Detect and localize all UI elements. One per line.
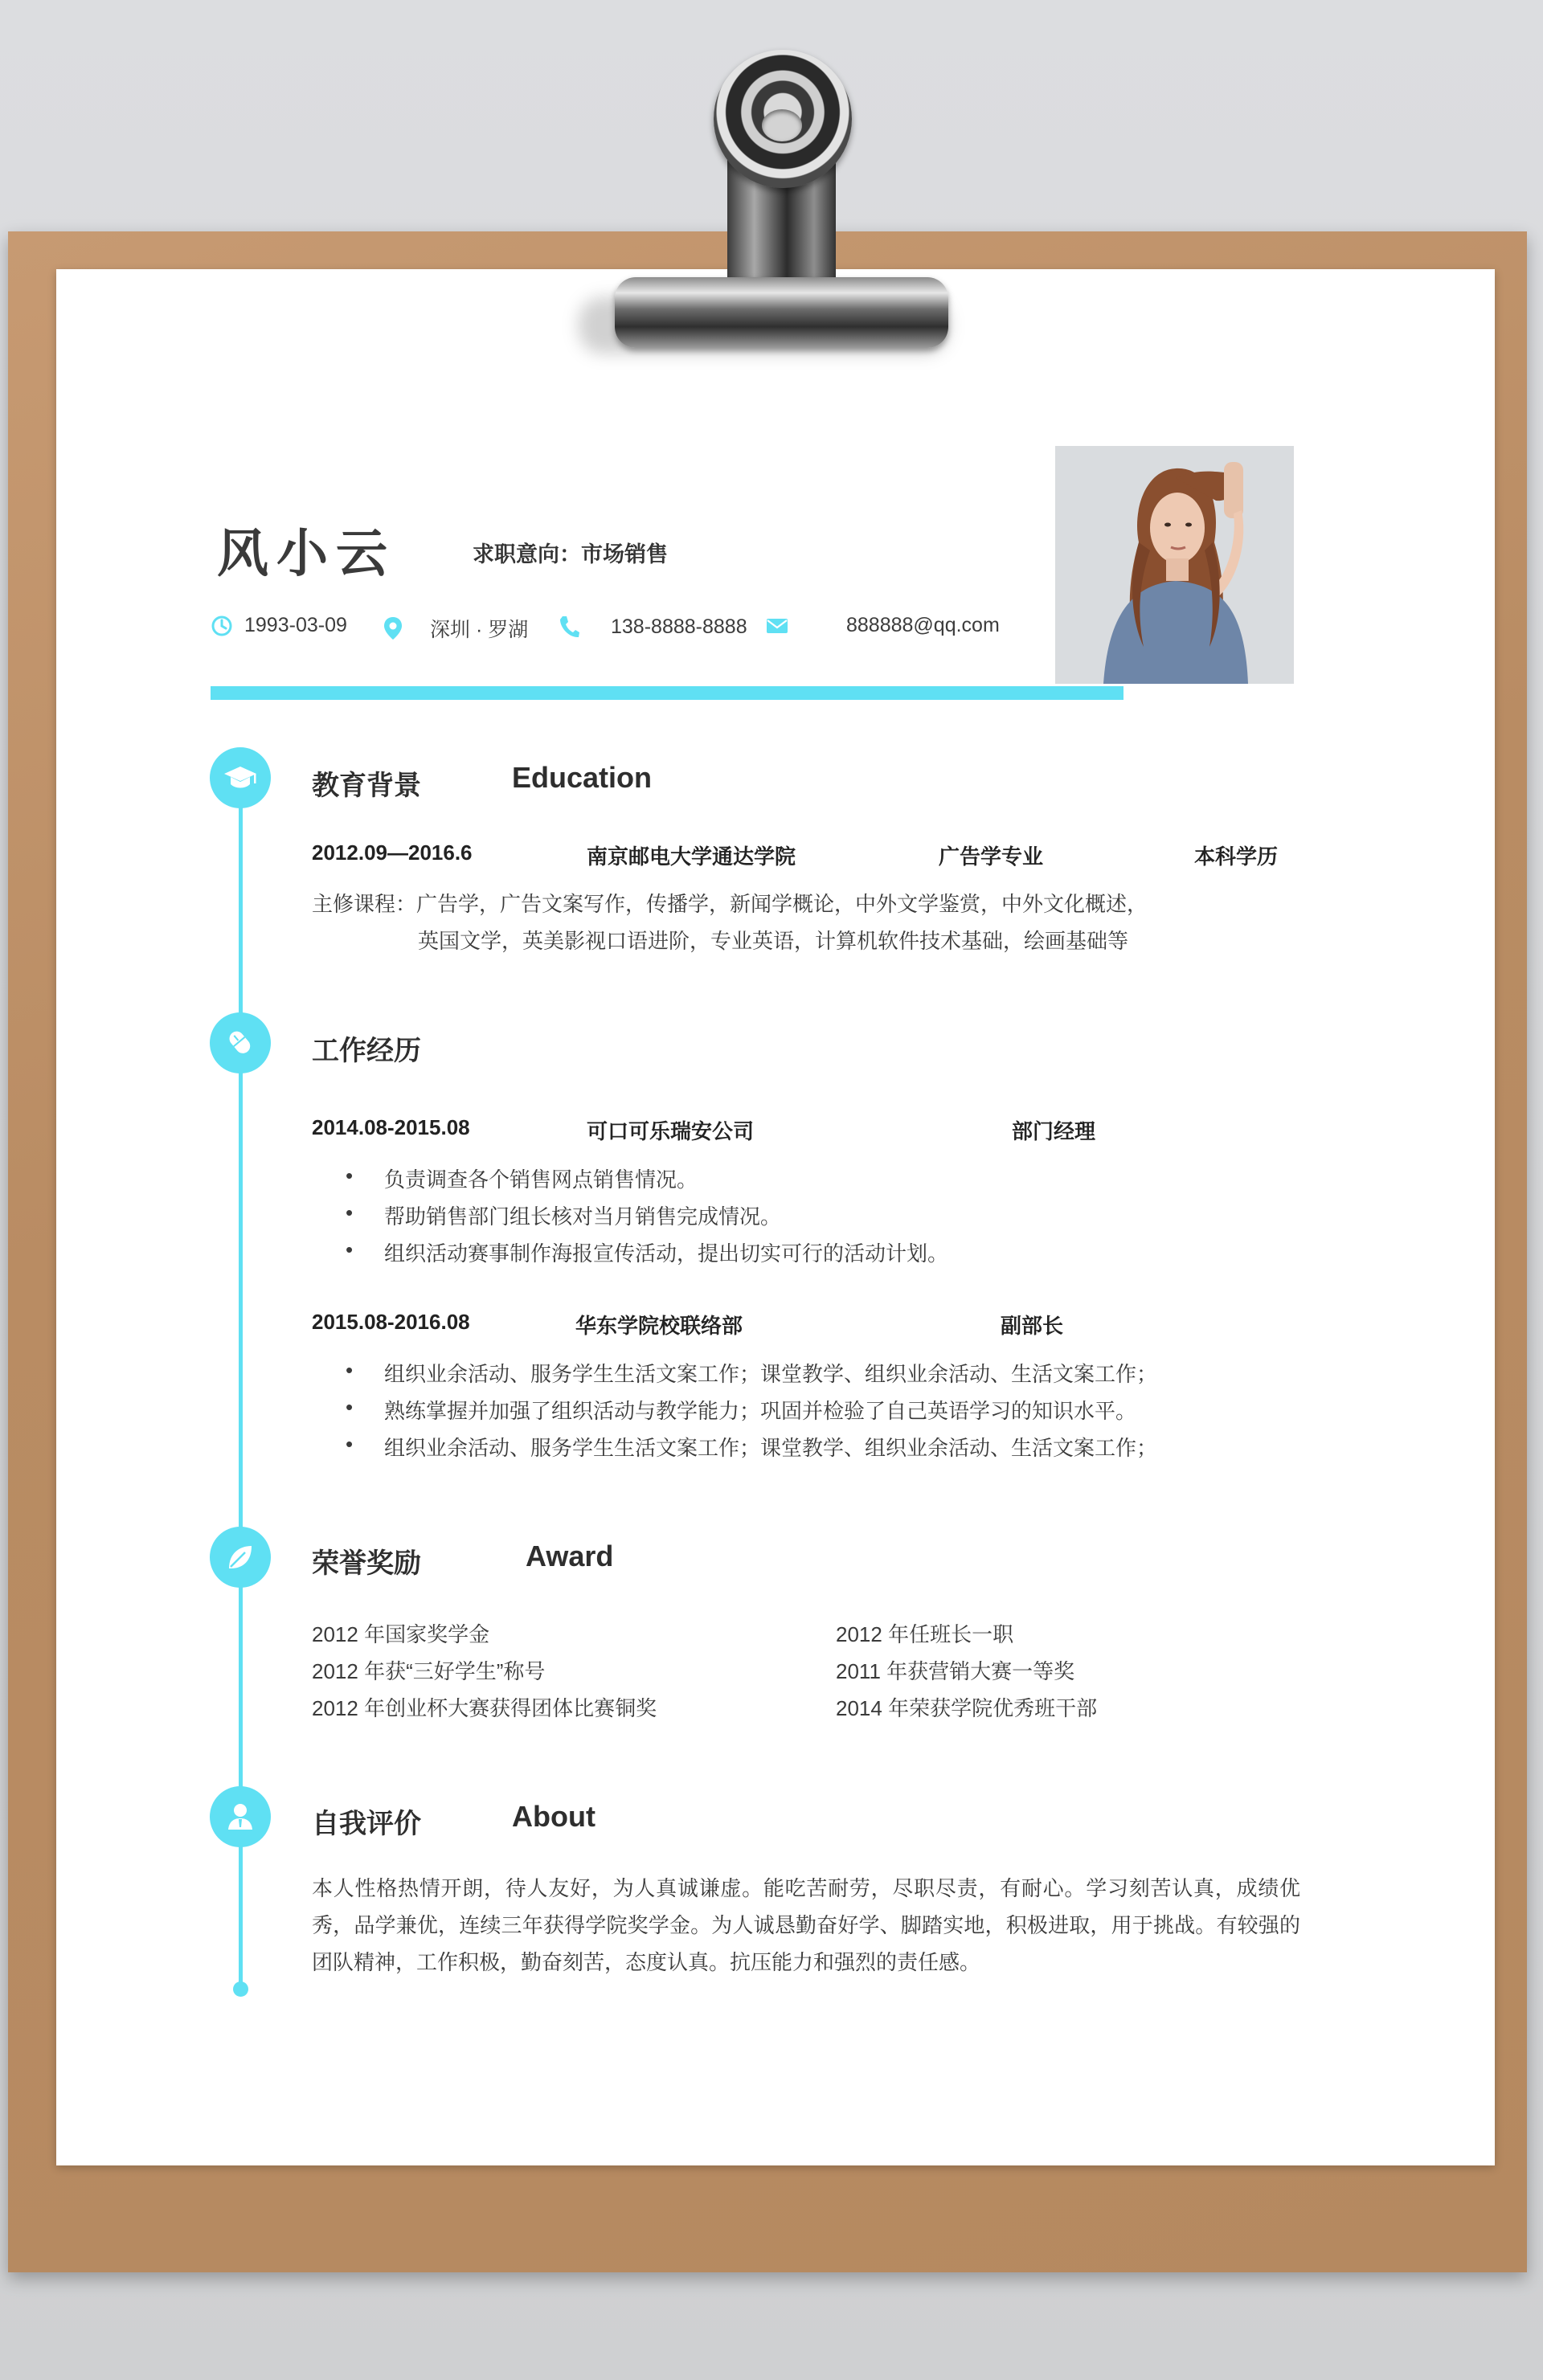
- job2-company: 华东学院校联络部: [575, 1314, 743, 1338]
- mouse-icon: [224, 1027, 256, 1059]
- job1-company: 可口可乐瑞安公司: [587, 1119, 755, 1143]
- about-title: 自我评价: [312, 1809, 421, 1839]
- award-item: 2012 年国家奖学金: [312, 1622, 490, 1646]
- portrait-image: [1055, 446, 1294, 684]
- email-address: 888888@qq.com: [846, 614, 1000, 636]
- user-icon: [224, 1801, 256, 1833]
- location-text: 深圳 · 罗湖: [430, 619, 529, 641]
- graduation-cap-icon: [223, 764, 258, 791]
- award-item: 2011 年获营销大赛一等奖: [836, 1659, 1075, 1683]
- location-info: [382, 614, 528, 643]
- phone-info: [558, 614, 747, 640]
- job1-duty: • 帮助销售部门组长核对当月销售完成情况。: [346, 1200, 781, 1230]
- award-item: 2014 年荣获学院优秀班干部: [836, 1696, 1098, 1720]
- candidate-name: 风小云: [217, 525, 395, 583]
- binder-clip: [615, 277, 948, 348]
- job1-duty: • 负责调查各个销售网点销售情况。: [346, 1163, 698, 1193]
- job2-duty: • 熟练掌握并加强了组织活动与教学能力；巩固并检验了自己英语学习的知识水平。: [346, 1395, 1136, 1425]
- job2-duty: • 组织业余活动、服务学生生活文案工作；课堂教学、组织业余活动、生活文案工作；: [346, 1432, 1157, 1462]
- leaf-icon: [224, 1541, 256, 1573]
- profile-photo: [1055, 446, 1294, 684]
- work-node: [210, 1012, 271, 1073]
- award-item: 2012 年创业杯大赛获得团体比赛铜奖: [312, 1696, 657, 1720]
- job1-duty: • 组织活动赛事制作海报宣传活动，提出切实可行的活动计划。: [346, 1237, 948, 1267]
- clock-icon: [211, 615, 233, 637]
- job2-period: 2015.08-2016.08: [312, 1310, 470, 1334]
- job2-position: 副部长: [1001, 1314, 1064, 1338]
- birth-info: [211, 614, 347, 637]
- award-title: 荣誉奖励: [312, 1548, 421, 1579]
- location-pin-icon: [382, 615, 404, 641]
- job-intent: 求职意向：市场销售: [473, 542, 668, 566]
- award-title-en: Award: [526, 1540, 614, 1572]
- email-info: [766, 614, 1000, 637]
- birth-date: 1993-03-09: [244, 614, 347, 636]
- award-item: 2012 年获“三好学生”称号: [312, 1659, 546, 1683]
- edu-major: 广告学专业: [939, 844, 1044, 869]
- header-accent-bar: [211, 686, 1123, 700]
- job1-position: 部门经理: [1012, 1119, 1096, 1143]
- award-node: [210, 1527, 271, 1588]
- job2-duty: • 组织业余活动、服务学生生活文案工作；课堂教学、组织业余活动、生活文案工作；: [346, 1358, 1157, 1388]
- timeline-end-dot: [233, 1981, 248, 1997]
- edu-courses-line2: 英国文学，英美影视口语进阶，专业英语，计算机软件技术基础，绘画基础等: [418, 929, 1129, 953]
- about-text: 本人性格热情开朗，待人友好，为人真诚谦虚。能吃苦耐劳，尽职尽责，有耐心。学习刻苦认真，成绩优秀，品学兼优，连续三年获得学院奖学金。为人诚恳勤奋好学、脚踏实地，积极进取，用于挑战。有较强的团队精神，工作积极，勤奋刻苦，态度认真。抗压能力和强烈的责任感。: [312, 1876, 1300, 1974]
- phone-number: 138-8888-8888: [611, 615, 747, 638]
- edu-school: 南京邮电大学通达学院: [587, 844, 796, 869]
- about-title-en: About: [512, 1800, 596, 1833]
- education-title: 教育背景: [312, 771, 421, 801]
- edu-period: 2012.09—2016.6: [312, 840, 473, 865]
- job1-period: 2014.08-2015.08: [312, 1115, 470, 1139]
- education-node: [210, 747, 271, 808]
- about-node: [210, 1786, 271, 1847]
- edu-courses-line1: 主修课程：广告学，广告文案写作，传播学，新闻学概论，中外文学鉴赏，中外文化概述，: [312, 892, 1148, 916]
- award-item: 2012 年任班长一职: [836, 1622, 1014, 1646]
- mail-icon: [766, 617, 788, 635]
- clip-hole: [762, 109, 802, 141]
- work-title: 工作经历: [312, 1036, 421, 1066]
- edu-degree: 本科学历: [1194, 844, 1279, 869]
- phone-icon: [558, 614, 580, 640]
- education-title-en: Education: [512, 761, 653, 794]
